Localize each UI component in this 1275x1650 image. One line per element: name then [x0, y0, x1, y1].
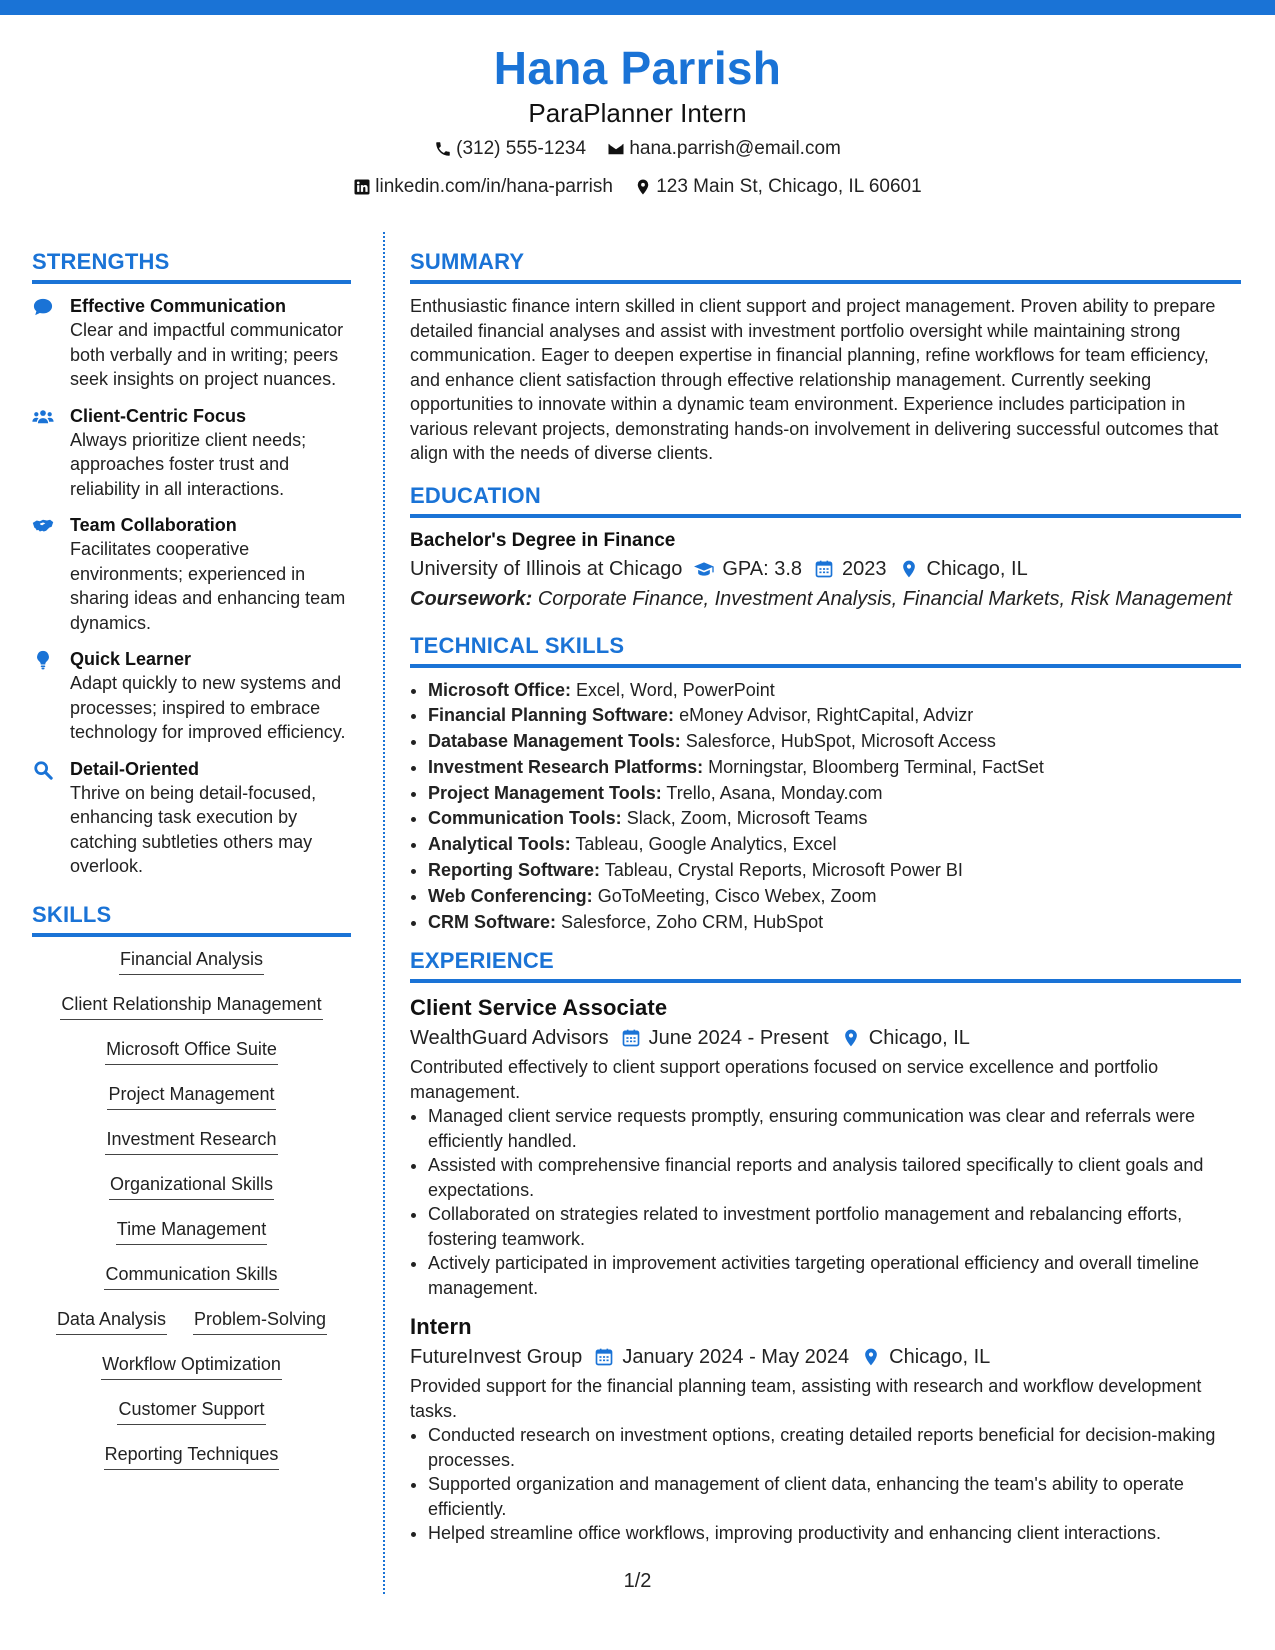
job-intro: Contributed effectively to client support operations focused on service excellence and portfolio management. [410, 1057, 1159, 1102]
left-column [32, 248, 351, 1487]
job-bullets [410, 1423, 1241, 1546]
list-item: • Assisted with comprehensive financial reports and analysis tailored specifically to client goals and expectations. [428, 1153, 1241, 1202]
right-column [410, 248, 1241, 1546]
technical-skills-title: TECHNICAL SKILLS [410, 632, 1241, 668]
list-item: • CRM Software: Salesforce, Zoho CRM, HubSpot [428, 910, 1241, 936]
users-group-icon [32, 407, 54, 427]
linkedin-icon [353, 178, 371, 196]
job-title: Client Service Associate [410, 995, 668, 1021]
column-divider [383, 232, 385, 1594]
skill-tag: Workflow Optimization [101, 1352, 282, 1380]
phone-icon [434, 140, 452, 158]
strength-desc: Thrive on being detail-focused, enhancing task execution by catching subtleties others may overlook. [70, 782, 317, 876]
list-item: • Microsoft Office: Excel, Word, PowerPoint [428, 678, 1241, 704]
phone-contact[interactable] [434, 134, 586, 164]
speech-bubble-icon [32, 297, 54, 317]
calendar-icon [594, 1347, 614, 1367]
strength-title: Client-Centric Focus [70, 405, 247, 426]
job-dates: January 2024 - May 2024 [622, 1346, 850, 1369]
calendar-icon [814, 559, 834, 579]
map-pin-icon [899, 559, 919, 579]
skill-tag: Project Management [107, 1082, 275, 1110]
skill-tag: Data Analysis [56, 1307, 167, 1335]
gpa-text: GPA: 3.8 [722, 557, 803, 580]
strength-desc: Always prioritize client needs; approaches foster trust and reliability in all interactions. [70, 429, 307, 499]
job-entry [410, 993, 1241, 1300]
list-item: • Conducted research on investment options, creating detailed reports beneficial for decision-making processes. [428, 1423, 1241, 1472]
summary-title: SUMMARY [410, 248, 1241, 284]
coursework-label: Coursework: [410, 587, 533, 610]
list-item: • Database Management Tools: Salesforce, HubSpot, Microsoft Access [428, 729, 1241, 755]
company-name: FutureInvest Group [410, 1346, 583, 1369]
page-indicator: 1/2 [623, 1570, 652, 1592]
strength-desc: Facilitates cooperative environments; experienced in sharing ideas and enhancing team dynamics. [70, 539, 346, 633]
coursework-line [410, 584, 1241, 614]
candidate-name: Hana Parrish [493, 42, 782, 94]
top-accent-bar [0, 0, 1275, 15]
skill-tag: Financial Analysis [119, 947, 264, 975]
skill-tag: Organizational Skills [109, 1172, 274, 1200]
education-title: EDUCATION [410, 482, 1241, 518]
address-text: 123 Main St, Chicago, IL 60601 [656, 176, 922, 197]
skill-tag: Microsoft Office Suite [105, 1037, 278, 1065]
map-pin-icon [861, 1347, 881, 1367]
list-item: • Actively participated in improvement activities targeting operational efficiency and overall timeline management. [428, 1251, 1241, 1300]
job-location: Chicago, IL [889, 1346, 991, 1369]
strength-title: Effective Communication [70, 296, 287, 316]
job-location: Chicago, IL [868, 1027, 970, 1050]
linkedin-text: linkedin.com/in/hana-parrish [375, 176, 613, 197]
skills-list [32, 947, 351, 1470]
handshake-icon [32, 516, 54, 536]
strength-title: Team Collaboration [70, 515, 237, 535]
list-item: • Financial Planning Software: eMoney Advisor, RightCapital, Advizr [428, 703, 1241, 729]
skill-tag: Time Management [116, 1217, 267, 1245]
phone-text: (312) 555-1234 [456, 138, 587, 159]
envelope-icon [607, 140, 625, 158]
technical-skills-list [410, 678, 1241, 936]
contact-line-1 [0, 134, 1275, 168]
education-meta [410, 554, 1241, 584]
skill-tag: Communication Skills [104, 1262, 278, 1290]
job-meta [410, 1023, 1241, 1053]
strength-item [32, 404, 351, 502]
list-item: • Analytical Tools: Tableau, Google Analytics, Excel [428, 832, 1241, 858]
strength-item [32, 294, 351, 392]
strength-desc: Clear and impactful communicator both verbally and in writing; peers seek insights on project nuances. [70, 320, 344, 389]
job-dates: June 2024 - Present [648, 1027, 829, 1050]
strength-title: Detail-Oriented [70, 758, 200, 779]
skill-tag: Client Relationship Management [60, 992, 322, 1020]
strength-item [32, 757, 351, 879]
education-location: Chicago, IL [926, 557, 1028, 580]
coursework-list: Corporate Finance, Investment Analysis, Financial Markets, Risk Management [537, 587, 1232, 610]
contact-line-2 [0, 172, 1275, 206]
candidate-role: ParaPlanner Intern [528, 98, 747, 128]
skills-title: SKILLS [32, 901, 351, 937]
skill-tag: Reporting Techniques [104, 1442, 280, 1470]
graduation-year: 2023 [842, 557, 887, 580]
lightbulb-icon [32, 650, 54, 670]
list-item: • Managed client service requests promptly, ensuring communication was clear and referrals were efficiently handled. [428, 1104, 1241, 1153]
map-pin-icon [634, 178, 652, 196]
list-item: • Helped streamline office workflows, improving productivity and enhancing client interactions. [428, 1521, 1241, 1546]
list-item: • Supported organization and management of client data, enhancing the team's ability to operate efficiently. [428, 1472, 1241, 1521]
map-pin-icon [841, 1028, 861, 1048]
school-name: University of Illinois at Chicago [410, 557, 683, 580]
job-meta [410, 1342, 1241, 1372]
list-item: • Collaborated on strategies related to investment portfolio management and rebalancing efforts, fostering teamwork. [428, 1202, 1241, 1251]
job-intro: Provided support for the financial planning team, assisting with research and workflow development tasks. [410, 1376, 1202, 1421]
summary-text: Enthusiastic finance intern skilled in client support and project management. Proven ability to prepare detailed financial analyses and assist with investment portfolio oversight while maintaining strong communication. Eager to deepen expertise in financial planning, refine workflows for team efficiency, and enhance client satisfaction through effective relationship management. Currently seeking opportunities to innovate within a dynamic team environment. Experience includes participation in various relevant projects, demonstrating hands-on involvement in delivering successful outcomes that align with the needs of diverse clients. [410, 296, 1219, 463]
job-bullets [410, 1104, 1241, 1300]
skill-tag: Customer Support [117, 1397, 265, 1425]
list-item: • Web Conferencing: GoToMeeting, Cisco Webex, Zoom [428, 884, 1241, 910]
company-name: WealthGuard Advisors [410, 1027, 609, 1050]
linkedin-contact[interactable] [353, 172, 613, 202]
experience-title: EXPERIENCE [410, 947, 1241, 983]
address-contact [634, 172, 921, 202]
graduation-cap-icon [694, 559, 714, 579]
resume-header [0, 40, 1275, 206]
degree-title: Bachelor's Degree in Finance [410, 529, 676, 551]
list-item: • Reporting Software: Tableau, Crystal Reports, Microsoft Power BI [428, 858, 1241, 884]
magnifier-icon [32, 760, 54, 780]
strength-title: Quick Learner [70, 649, 192, 669]
strength-item [32, 513, 351, 635]
skill-tag: Problem-Solving [193, 1307, 327, 1335]
job-title: Intern [410, 1314, 472, 1340]
email-contact[interactable] [607, 134, 841, 164]
list-item: • Communication Tools: Slack, Zoom, Microsoft Teams [428, 806, 1241, 832]
strength-item [32, 647, 351, 745]
calendar-icon [621, 1028, 641, 1048]
list-item: • Project Management Tools: Trello, Asana, Monday.com [428, 781, 1241, 807]
skill-tag: Investment Research [105, 1127, 277, 1155]
strengths-title: STRENGTHS [32, 248, 351, 284]
job-entry [410, 1312, 1241, 1546]
list-item: • Investment Research Platforms: Morningstar, Bloomberg Terminal, FactSet [428, 755, 1241, 781]
strength-desc: Adapt quickly to new systems and processes; inspired to embrace technology for improved efficiency. [70, 673, 346, 742]
email-text: hana.parrish@email.com [629, 138, 841, 159]
